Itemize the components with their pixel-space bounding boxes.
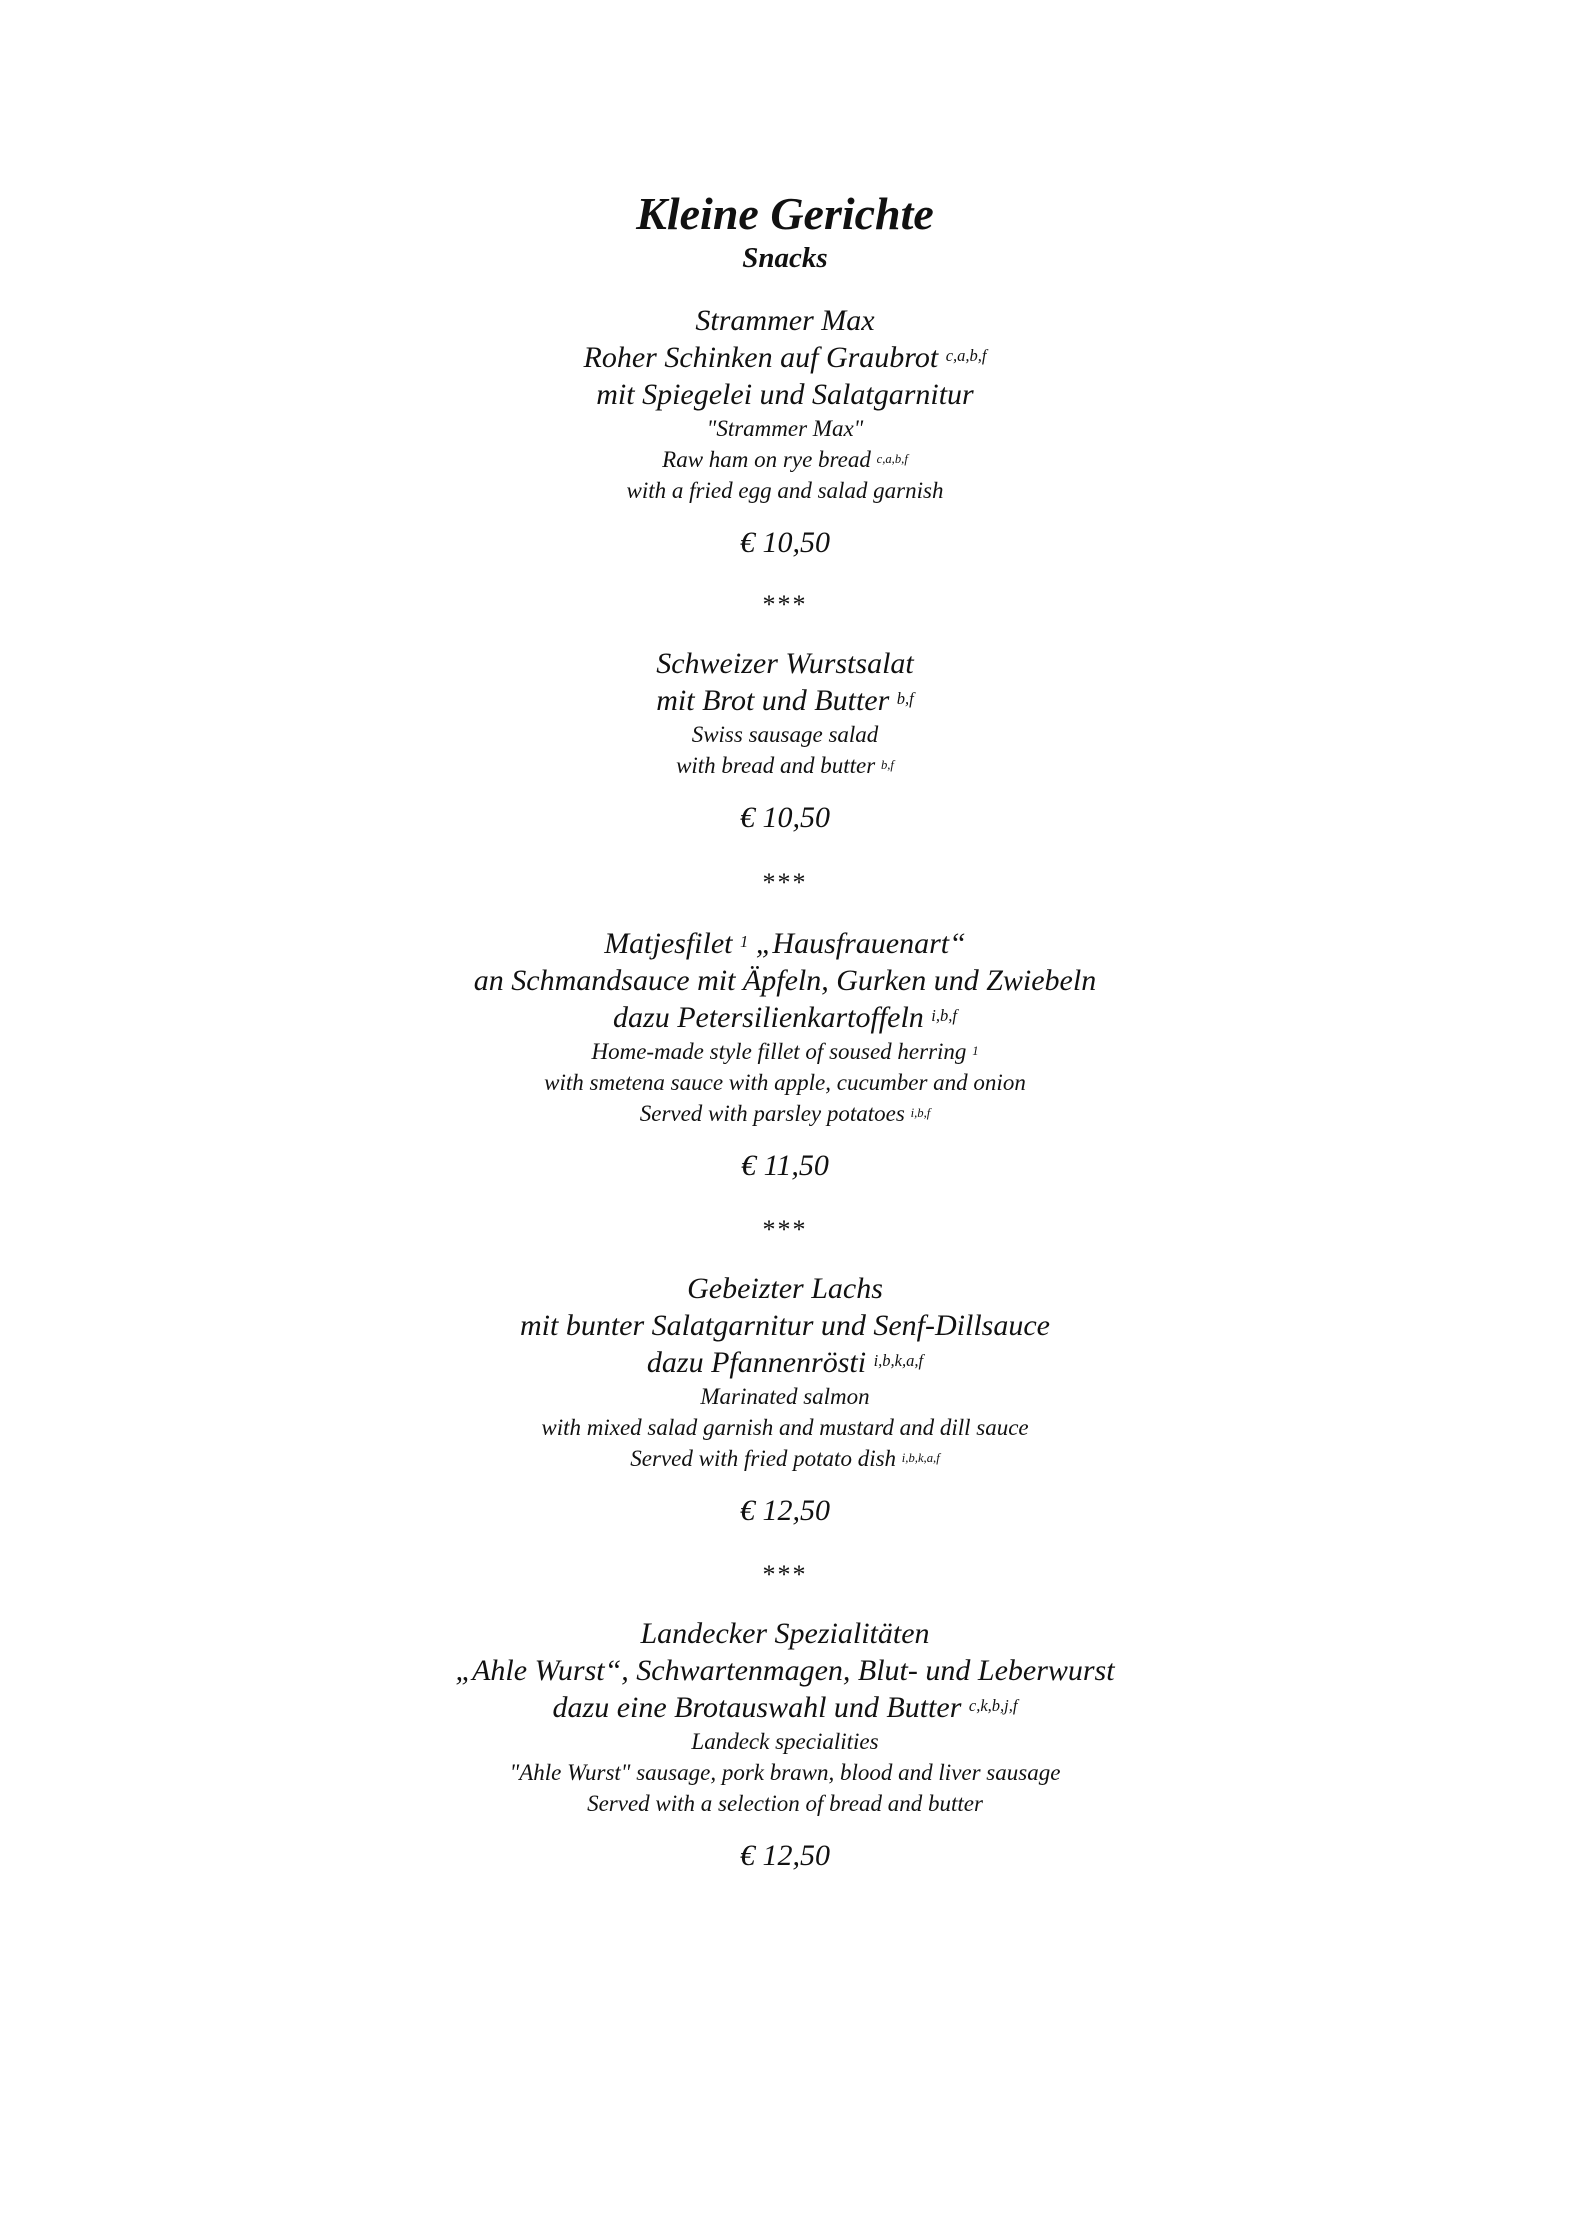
dish-name-en-text: Served with parsley potatoes <box>639 1101 905 1126</box>
allergen-codes: i,b,k,a,f <box>873 1351 924 1371</box>
dish-name-de <box>0 1689 1570 1726</box>
dish-name-de <box>0 302 1570 339</box>
dish-name-de <box>0 1307 1570 1344</box>
dish-price: € 12,50 <box>740 1839 830 1872</box>
dish-name-en <box>0 444 1570 475</box>
dish-name-en <box>0 1412 1570 1443</box>
dish-name-de <box>0 999 1570 1036</box>
dish-name-de-text: mit Spiegelei und Salatgarnitur <box>596 378 974 411</box>
dish-name-en-text: with smetena sauce with apple, cucumber and onion <box>544 1070 1026 1095</box>
dish-name-de-text: dazu Pfannenrösti <box>646 1346 867 1379</box>
dish-name-en-text: Served with a selection of bread and butter <box>587 1791 983 1816</box>
dish-item <box>0 925 1570 1184</box>
dish-name-en-text: "Strammer Max" <box>706 416 864 441</box>
dish-name-de-text: Matjesfilet <box>604 927 733 960</box>
dish-name-en <box>0 1067 1570 1098</box>
dish-name-en <box>0 1757 1570 1788</box>
dish-name-en <box>0 1036 1570 1067</box>
dish-name-en <box>0 750 1570 781</box>
dish-price: € 12,50 <box>740 1494 830 1527</box>
allergen-codes: 1 <box>972 1043 979 1058</box>
dish-item <box>0 645 1570 836</box>
dish-price: € 10,50 <box>740 801 830 834</box>
dish-name-de-text: an Schmandsauce mit Äpfeln, Gurken und Zwiebeln <box>473 964 1097 997</box>
dish-name-de-text: Landecker Spezialitäten <box>640 1617 930 1650</box>
dish-name-en <box>0 1098 1570 1129</box>
dish-item <box>0 302 1570 561</box>
dish-name-en-text: Swiss sausage salad <box>691 722 879 747</box>
dish-name-de-text: dazu eine Brotauswahl und Butter <box>552 1691 962 1724</box>
dish-name-en <box>0 1443 1570 1474</box>
dish-name-de <box>0 376 1570 413</box>
allergen-codes: b,f <box>896 689 914 709</box>
dish-name-de-text: Gebeizter Lachs <box>687 1272 883 1305</box>
allergen-codes: i,b,k,a,f <box>901 1450 940 1465</box>
dish-name-de-tail: „Hausfrauenart“ <box>748 927 966 960</box>
dish-name-en <box>0 475 1570 506</box>
dish-name-en-text: with bread and butter <box>676 753 876 778</box>
dish-name-en <box>0 413 1570 444</box>
allergen-codes: c,a,b,f <box>945 346 987 366</box>
dish-separator: *** <box>762 868 808 897</box>
dish-name-de <box>0 1270 1570 1307</box>
dish-name-en-text: Raw ham on rye bread <box>662 447 871 472</box>
dish-separator: *** <box>762 590 808 619</box>
dish-name-en-text: Home-made style fillet of soused herring <box>591 1039 967 1064</box>
page-title: Kleine Gerichte <box>636 188 934 239</box>
dish-name-en <box>0 1726 1570 1757</box>
dish-name-de-text: mit bunter Salatgarnitur und Senf-Dillsauce <box>520 1309 1050 1342</box>
dish-name-en <box>0 1381 1570 1412</box>
dish-name-en-text: Landeck specialities <box>691 1729 879 1754</box>
dish-price: € 11,50 <box>741 1149 829 1182</box>
dish-name-en <box>0 719 1570 750</box>
allergen-codes: b,f <box>880 757 894 772</box>
allergen-codes: c,k,b,j,f <box>968 1696 1018 1716</box>
dish-name-en-text: "Ahle Wurst" sausage, pork brawn, blood and liver sausage <box>509 1760 1061 1785</box>
dish-name-de <box>0 1344 1570 1381</box>
dish-name-en <box>0 1788 1570 1819</box>
dish-price: € 10,50 <box>740 526 830 559</box>
dish-name-de <box>0 645 1570 682</box>
dish-name-de <box>0 1652 1570 1689</box>
dish-separator: *** <box>762 1560 808 1589</box>
dish-item <box>0 1615 1570 1874</box>
allergen-codes: i,b,f <box>910 1105 931 1120</box>
dish-name-de-text: Schweizer Wurstsalat <box>656 647 914 680</box>
dish-separator: *** <box>762 1215 808 1244</box>
dish-name-en-text: Marinated salmon <box>700 1384 870 1409</box>
dish-name-en-text: Served with fried potato dish <box>630 1446 897 1471</box>
dish-name-de-text: Strammer Max <box>695 304 875 337</box>
dish-item <box>0 1270 1570 1529</box>
dish-name-de <box>0 1615 1570 1652</box>
dish-name-en-text: with mixed salad garnish and mustard and dill sauce <box>541 1415 1029 1440</box>
dish-name-de-text: Roher Schinken auf Graubrot <box>583 341 939 374</box>
allergen-codes: c,a,b,f <box>876 451 908 466</box>
dish-name-en-text: with a fried egg and salad garnish <box>626 478 944 503</box>
dish-name-de <box>0 925 1570 962</box>
allergen-codes: 1 <box>740 932 749 952</box>
dish-name-de <box>0 962 1570 999</box>
page-subtitle: Snacks <box>742 242 828 274</box>
allergen-codes: i,b,f <box>931 1006 957 1026</box>
dish-name-de-text: mit Brot und Butter <box>656 684 890 717</box>
dish-name-de-text: „Ahle Wurst“, Schwartenmagen, Blut- und Leberwurst <box>455 1654 1115 1687</box>
dish-name-de <box>0 339 1570 376</box>
dish-name-de <box>0 682 1570 719</box>
dish-name-de-text: dazu Petersilienkartoffeln <box>613 1001 924 1034</box>
